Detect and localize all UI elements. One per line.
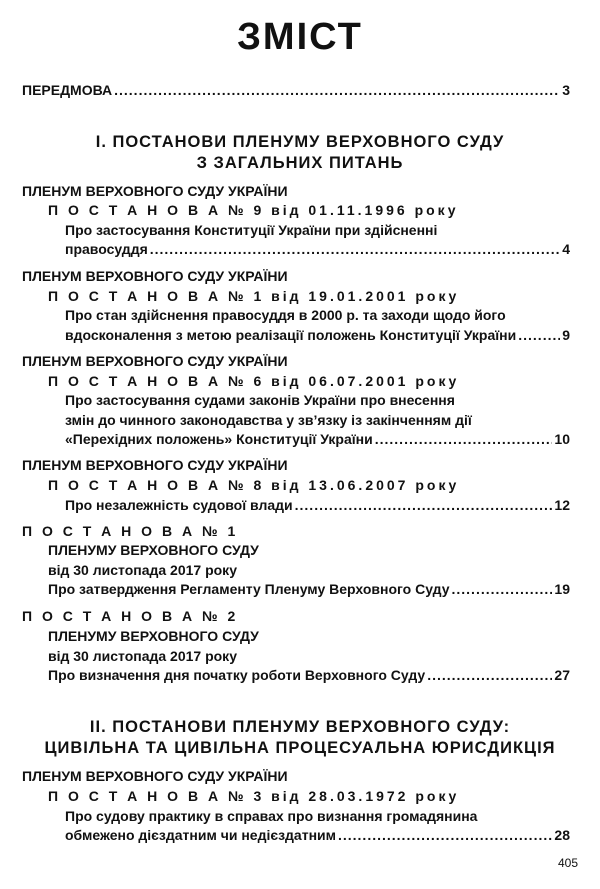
issuer-label: ПЛЕНУМУ ВЕРХОВНОГО СУДУ: [48, 628, 259, 644]
resolution-date: від 30 листопада 2017 року: [48, 648, 237, 664]
entry-title-line: обмежено дієздатним чи недієздатним: [65, 827, 336, 843]
issuer-label: ПЛЕНУМ ВЕРХОВНОГО СУДУ УКРАЇНИ: [22, 353, 288, 369]
issuer-label: ПЛЕНУМ ВЕРХОВНОГО СУДУ УКРАЇНИ: [22, 268, 288, 284]
entry-title-line: Про незалежність судової влади: [65, 497, 293, 513]
entry-title-line: Про затвердження Регламенту Пленуму Верховного Суду: [48, 581, 450, 597]
dot-leader: [114, 81, 560, 99]
issuer-label: ПЛЕНУМ ВЕРХОВНОГО СУДУ УКРАЇНИ: [22, 183, 288, 199]
section-heading-2: ІІ. ПОСТАНОВИ ПЛЕНУМУ ВЕРХОВНОГО СУДУ:: [89, 718, 511, 736]
dot-leader: [452, 580, 553, 598]
page-number: 28: [554, 827, 570, 843]
resolution-number: П О С Т А Н О В А № 3 від 28.03.1972 року: [48, 788, 460, 804]
resolution-number: П О С Т А Н О В А № 6 від 06.07.2001 року: [48, 373, 460, 389]
issuer-label: ПЛЕНУМ ВЕРХОВНОГО СУДУ УКРАЇНИ: [22, 768, 288, 784]
dot-leader: [338, 826, 552, 844]
toc-entry-foreword[interactable]: [22, 81, 570, 99]
issuer-label: ПЛЕНУМ ВЕРХОВНОГО СУДУ УКРАЇНИ: [22, 457, 288, 473]
dot-leader: [375, 430, 553, 448]
toc-entry-3[interactable]: [65, 430, 570, 448]
entry-label: ПЕРЕДМОВА: [22, 82, 113, 98]
toc-entry-2[interactable]: [65, 326, 570, 344]
dot-leader: [518, 326, 560, 344]
entry-title-line: вдосконалення з метою реалізації положень Конституції України: [65, 327, 517, 343]
page-number: 9: [562, 327, 570, 343]
entry-title-line: змін до чинного законодавства у зв’язку із закінченням дії: [65, 412, 472, 428]
entry-title-line: Про судову практику в справах про визнання громадянина: [65, 808, 478, 824]
entry-title-line: Про застосування судами законів України про внесення: [65, 392, 455, 408]
resolution-date: від 30 листопада 2017 року: [48, 562, 237, 578]
page-number: 10: [554, 431, 570, 447]
toc-entry-1[interactable]: [65, 240, 570, 258]
section-heading-1: І. ПОСТАНОВИ ПЛЕНУМУ ВЕРХОВНОГО СУДУ: [95, 133, 505, 151]
resolution-number: П О С Т А Н О В А № 8 від 13.06.2007 року: [48, 477, 460, 493]
resolution-number: П О С Т А Н О В А № 9 від 01.11.1996 року: [48, 202, 459, 218]
issuer-label: ПЛЕНУМУ ВЕРХОВНОГО СУДУ: [48, 542, 259, 558]
folio-page-number: 405: [557, 856, 578, 870]
entry-title-line: Про стан здійснення правосуддя в 2000 р. та заходи щодо його: [65, 307, 506, 323]
page-title: ЗМІСТ: [237, 16, 363, 58]
page-number: 27: [554, 667, 570, 683]
section-subheading-2: ЦИВІЛЬНА ТА ЦИВІЛЬНА ПРОЦЕСУАЛЬНА ЮРИСДИКЦІЯ: [44, 739, 556, 757]
toc-entry-4[interactable]: [65, 496, 570, 514]
entry-title-line: правосуддя: [65, 241, 148, 257]
toc-entry-6[interactable]: [48, 666, 570, 684]
dot-leader: [295, 496, 553, 514]
entry-title-line: Про визначення дня початку роботи Верховного Суду: [48, 667, 426, 683]
toc-entry-5[interactable]: [48, 580, 570, 598]
section-subheading-1: З ЗАГАЛЬНИХ ПИТАНЬ: [196, 154, 404, 172]
entry-title-line: Про застосування Конституції України при здійсненні: [65, 222, 438, 238]
resolution-number: П О С Т А Н О В А № 2: [22, 608, 239, 624]
page-number: 3: [562, 82, 570, 98]
page-number: 19: [554, 581, 570, 597]
resolution-number: П О С Т А Н О В А № 1: [22, 523, 239, 539]
dot-leader: [427, 666, 552, 684]
page-number: 12: [554, 497, 570, 513]
page-number: 4: [562, 241, 570, 257]
dot-leader: [150, 240, 560, 258]
resolution-number: П О С Т А Н О В А № 1 від 19.01.2001 року: [48, 288, 460, 304]
toc-entry-7[interactable]: [65, 826, 570, 844]
entry-title-line: «Перехідних положень» Конституції України: [65, 431, 373, 447]
